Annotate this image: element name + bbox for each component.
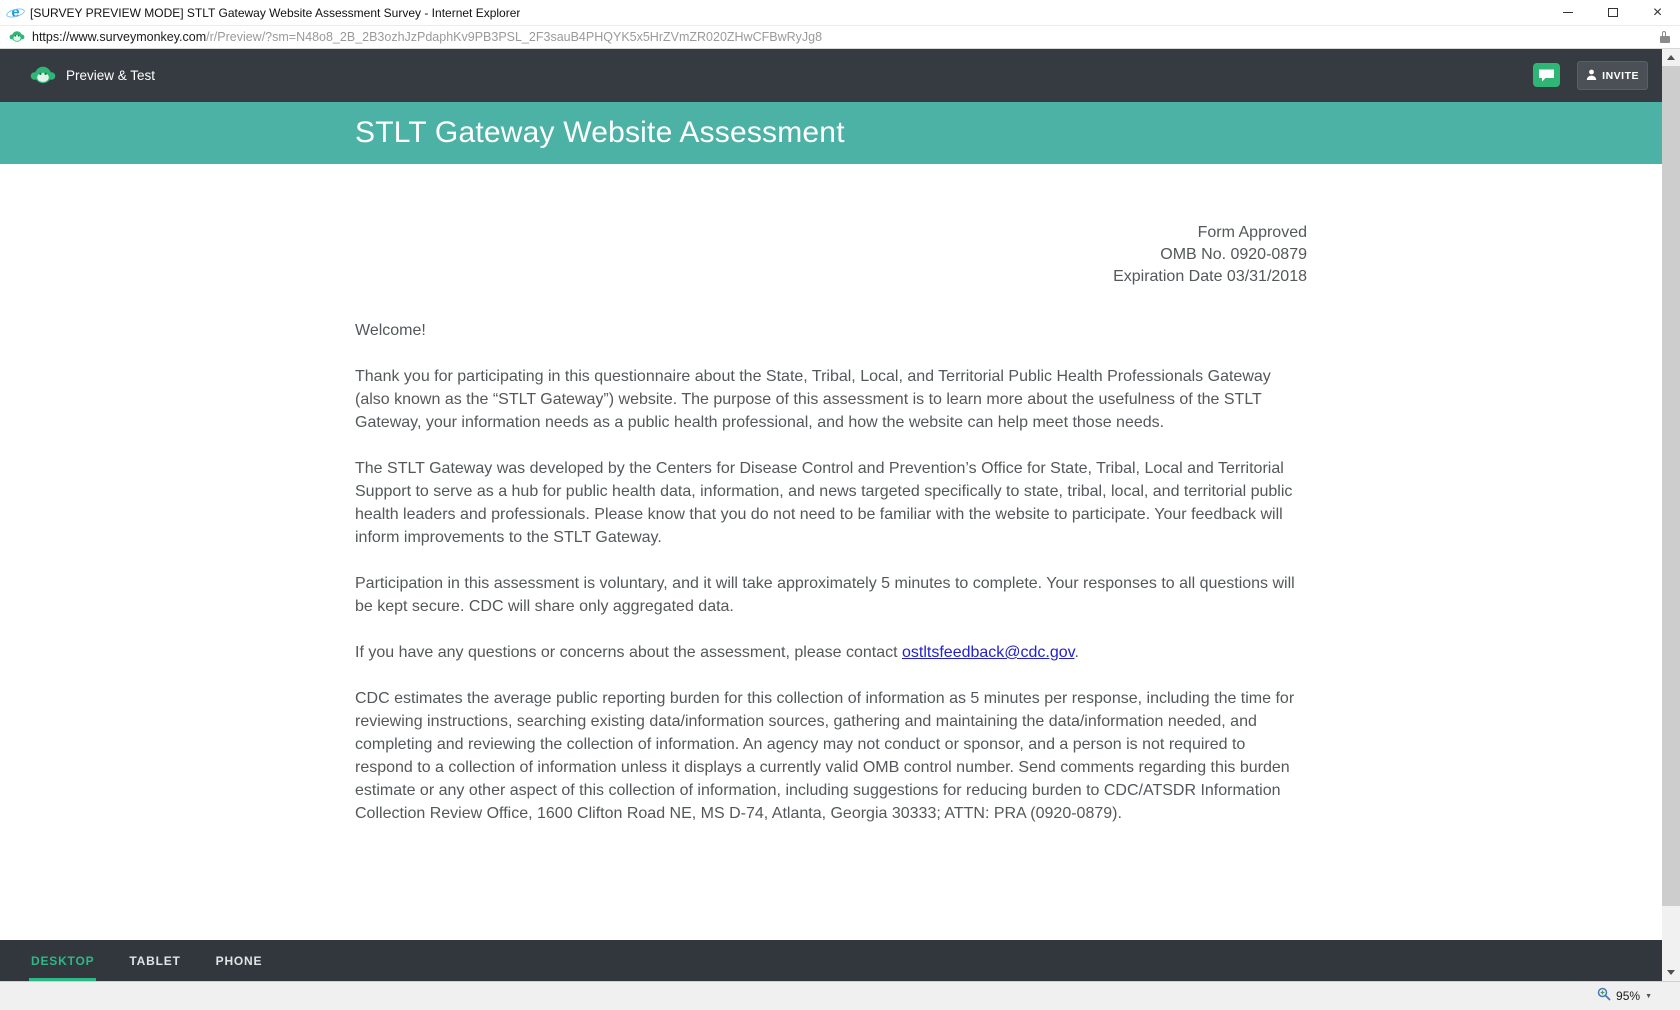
maximize-icon bbox=[1608, 8, 1618, 17]
window-controls bbox=[1545, 0, 1680, 25]
contact-paragraph bbox=[355, 641, 1307, 664]
scroll-down-arrow[interactable] bbox=[1662, 964, 1680, 981]
surveymonkey-header bbox=[0, 49, 1662, 102]
zoom-level: 95% bbox=[1616, 989, 1641, 1003]
close-icon: × bbox=[1652, 3, 1663, 21]
about-paragraph: The STLT Gateway was developed by the Centers for Disease Control and Prevention’s Office for State, Tribal, Local and Territorial Support to serve as a hub for public health data, information, and news targeted specifically to state, tribal, local, and territorial public health leaders and professionals. Please know that you do not need to be familiar with the website to participate. Your feedback will inform improvements to the STLT Gateway. bbox=[355, 460, 1293, 546]
feedback-email-link[interactable]: ostltsfeedback@cdc.gov bbox=[902, 644, 1075, 661]
person-icon bbox=[1586, 69, 1597, 83]
device-preview-tabs bbox=[0, 940, 1662, 981]
internet-explorer-icon: e bbox=[7, 4, 24, 21]
scrollbar-thumb[interactable] bbox=[1662, 66, 1680, 906]
magnifier-icon bbox=[1597, 987, 1611, 1006]
url-path: /r/Preview/?sm=N48o8_2B_2B3ozhJzPdaphKv9PB3PSL_2F3sauB4PHQYK5x5HrZVmZR020ZHwCFBwRyJg8 bbox=[206, 30, 823, 44]
expiration-date-line: Expiration Date 03/31/2018 bbox=[1113, 268, 1307, 285]
status-bar bbox=[0, 981, 1680, 1010]
triangle-down-icon bbox=[1667, 970, 1675, 975]
maximize-button[interactable] bbox=[1590, 0, 1635, 25]
lock-icon bbox=[1659, 30, 1671, 44]
tab-phone[interactable]: PHONE bbox=[215, 953, 263, 968]
scroll-up-arrow[interactable] bbox=[1662, 49, 1680, 66]
contact-text-pre: If you have any questions or concerns about the assessment, please contact bbox=[355, 644, 902, 661]
minimize-button[interactable] bbox=[1545, 0, 1590, 25]
address-bar[interactable] bbox=[0, 26, 1680, 49]
header-actions bbox=[1533, 61, 1648, 90]
url-text[interactable] bbox=[32, 30, 1651, 44]
zoom-dropdown-caret: ▼ bbox=[1645, 992, 1652, 1000]
form-approved-line: Form Approved bbox=[1197, 224, 1307, 241]
contact-text-post: . bbox=[1074, 644, 1079, 661]
omb-approval-block bbox=[355, 222, 1307, 288]
welcome-text: Welcome! bbox=[355, 322, 426, 339]
vertical-scrollbar[interactable] bbox=[1662, 49, 1680, 981]
participation-paragraph: Participation in this assessment is voluntary, and it will take approximately 5 minutes to complete. Your responses to all questions will be kept secure. CDC will share only aggregated data. bbox=[355, 575, 1295, 615]
browser-viewport bbox=[0, 49, 1680, 981]
intro-paragraph: Thank you for participating in this questionnaire about the State, Tribal, Local, and Territorial Public Health Professionals Gateway (also known as the “STLT Gateway”) website. The purpose of this assessment is to learn more about the usefulness of the STLT Gateway, your information needs as a public health professional, and how the website can help meet those needs. bbox=[355, 368, 1271, 431]
tab-tablet[interactable]: TABLET bbox=[129, 953, 181, 968]
preview-test-label: Preview & Test bbox=[66, 68, 156, 83]
burden-statement: CDC estimates the average public reporting burden for this collection of information as 5 minutes per response, including the time for reviewing instructions, searching existing data/information sources, gathering and maintaining the data/information needed, and completing and reviewing the collection of information. An agency may not conduct or sponsor, and a person is not required to respond to a collection of information unless it displays a currently valid OMB control number. Send comments regarding this burden estimate or any other aspect of this collection of information, including suggestions for reducing burden to CDC/ATSDR Information Collection Review Office, 1600 Clifton Road NE, MS D-74, Atlanta, Georgia 30333; ATTN: PRA (0920-0879). bbox=[355, 690, 1295, 822]
zoom-control[interactable] bbox=[1593, 985, 1656, 1008]
minimize-icon bbox=[1563, 12, 1573, 13]
window-title: [SURVEY PREVIEW MODE] STLT Gateway Website Assessment Survey - Internet Explorer bbox=[30, 5, 521, 20]
invite-button[interactable] bbox=[1577, 61, 1648, 90]
surveymonkey-favicon bbox=[9, 29, 25, 45]
feedback-chat-icon[interactable] bbox=[1533, 63, 1560, 88]
survey-title: STLT Gateway Website Assessment bbox=[355, 116, 845, 149]
url-domain: https://www.surveymonkey.com bbox=[32, 30, 207, 44]
omb-number-line: OMB No. 0920-0879 bbox=[1160, 246, 1307, 263]
survey-banner bbox=[0, 102, 1662, 164]
survey-content bbox=[0, 164, 1662, 940]
surveymonkey-logo bbox=[30, 63, 56, 89]
triangle-up-icon bbox=[1667, 55, 1675, 60]
title-bar bbox=[0, 0, 1680, 26]
close-button[interactable] bbox=[1635, 0, 1680, 25]
invite-label: INVITE bbox=[1602, 69, 1639, 82]
tab-desktop[interactable]: DESKTOP bbox=[29, 940, 96, 981]
